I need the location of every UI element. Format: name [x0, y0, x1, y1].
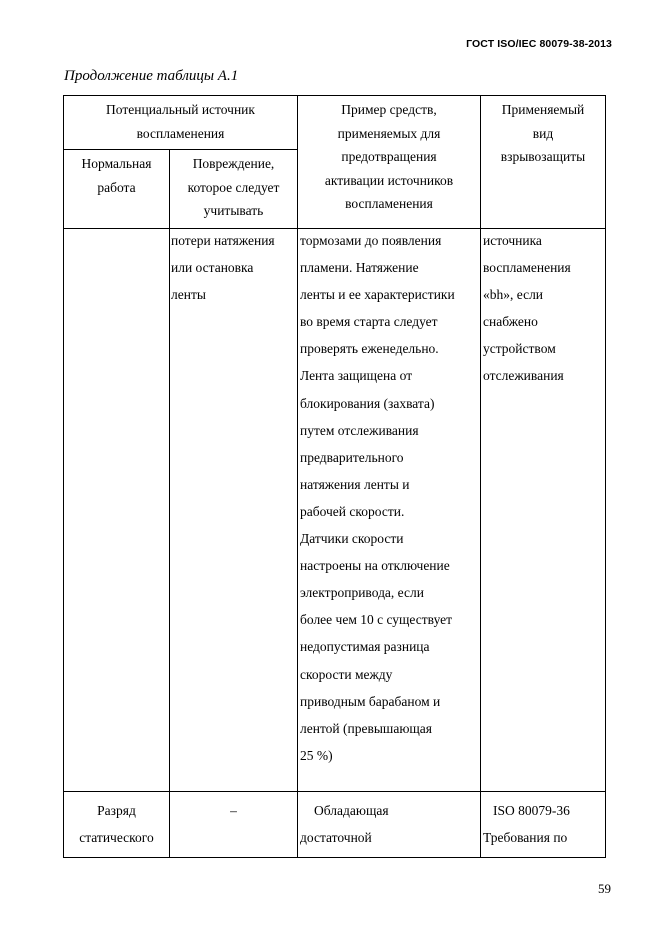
row2-measures: Обладающая достаточной: [300, 803, 389, 846]
column-divider-normal-damage: [169, 149, 170, 858]
row2-damage: –: [230, 803, 237, 818]
header-subdivider: [63, 149, 297, 150]
document-code: ГОСТ ISO/IEC 80079-38-2013: [466, 38, 612, 50]
row-divider: [63, 791, 606, 792]
table-bottom-border: [63, 857, 606, 858]
row1-protection: источника воспламенения «bh», если снабжено устройством отслеживания: [483, 233, 571, 384]
header-protection-type: Применяемый вид взрывозащиты: [500, 102, 586, 164]
table-left-border: [63, 95, 64, 858]
header-source-group: Потенциальный источник воспламенения: [106, 102, 255, 141]
header-normal-operation: Нормальная работа: [81, 156, 152, 195]
row2-protection: ISO 80079-36 Требования по: [483, 803, 570, 846]
column-divider-measures-protection: [480, 95, 481, 858]
table-caption: Продолжение таблицы А.1: [64, 68, 239, 84]
header-damage: Повреждение, которое следует учитывать: [187, 156, 280, 218]
table-right-border: [605, 95, 606, 858]
page-number: 59: [598, 881, 611, 896]
row1-measures: тормозами до появления пламени. Натяжение ленты и ее характеристики во время старта следует проверять еженедельно. Лента защищена от блокирования (захвата) путем отслеживания предварительного натяжения ленты и рабочей скорости. Датчики скорости настроены на отключение электропривода, если более чем 10 с существует недопустимая разница скорости между приводным барабаном и лентой (превышающая 25 %): [300, 233, 455, 763]
table-top-border: [63, 95, 606, 96]
header-measures: Пример средств, применяемых для предотвращения активации источников воспламенения: [324, 102, 454, 211]
row2-normal: Разряд статического: [79, 803, 154, 846]
row1-damage: потери натяжения или остановка ленты: [171, 233, 275, 303]
